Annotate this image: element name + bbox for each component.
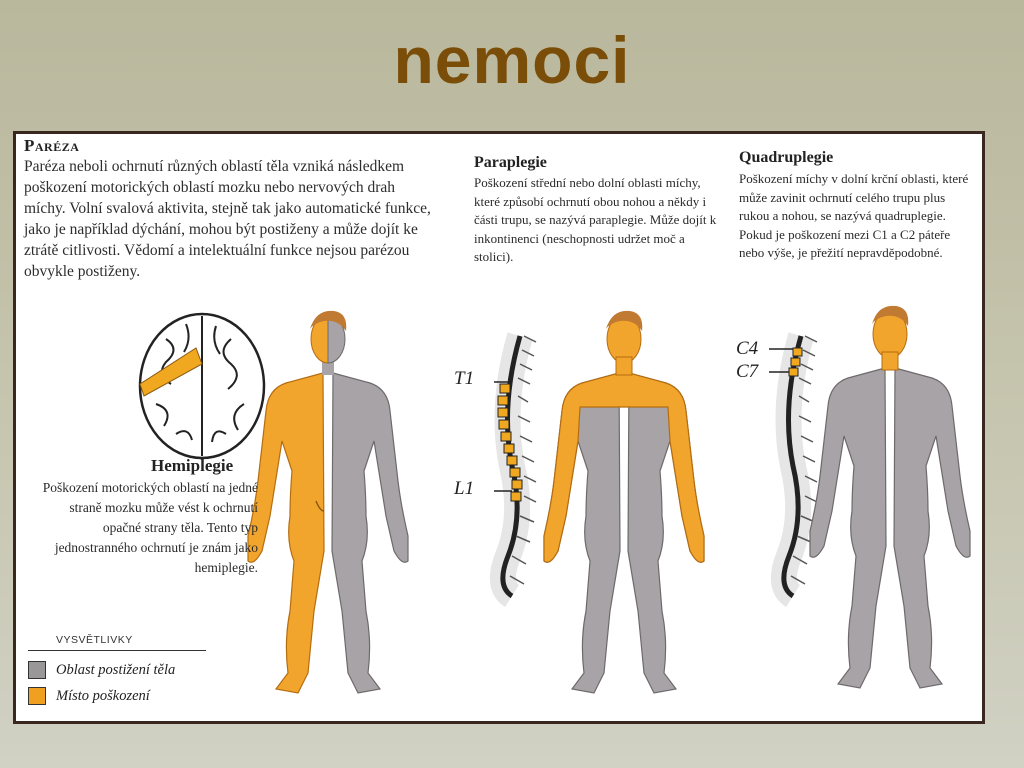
legend-swatch-damage (28, 687, 46, 705)
spine-label-c7: C7 (736, 361, 759, 382)
pareza-text: Paréza neboli ochrnutí různých oblastí těla vzniká následkem poškození motorických oblastí mozku nebo nervových drah míchy. Volní svalová aktivita, stejně tak jako automatické funkce, jako je například dýchání, mohou být postiženy a může dojít ke ztrátě citlivosti. Vědomí a intelektuální funkce nejsou parézou obvykle postiženy. (24, 158, 431, 280)
legend-label-damage: Místo poškození (56, 687, 150, 704)
paraplegia-figure (544, 311, 704, 693)
illustration-panel (13, 131, 985, 724)
spine-paraplegia (494, 336, 536, 596)
paraplegie-heading: Paraplegie (474, 154, 547, 171)
pareza-heading: Paréza (24, 136, 80, 155)
legend-label-affected: Oblast postižení těla (56, 661, 176, 678)
legend-item-affected (28, 661, 175, 679)
paraplegie-text: Poškození střední nebo dolní oblasti míchy, které způsobí ochrnutí obou nohou a někdy i části trupu, se nazývá paraplegie. Může dojít k inkontinenci (neschopnosti udržet moč a stolici). (474, 175, 717, 264)
legend-swatch-affected (28, 661, 46, 679)
hemiplegie-text: Poškození motorických oblastí na jedné straně mozku může vést k ochrnutí opačné strany těla. Tento typ jednostranného ochrnutí je znám jako hemiplegie. (42, 480, 258, 575)
slide-title: nemoci (393, 23, 631, 97)
hemiplegie-heading: Hemiplegie (151, 456, 234, 475)
spine-quadriplegia (769, 336, 817, 596)
brain-illustration (140, 314, 264, 458)
spine-label-t1: T1 (454, 368, 475, 389)
quadriplegia-figure (810, 306, 970, 688)
legend-divider (28, 650, 206, 651)
hemiplegia-figure (248, 311, 408, 693)
legend-item-damage (28, 687, 150, 705)
quadruplegie-heading: Quadruplegie (739, 149, 834, 166)
legend-title: VYSVĚTLIVKY (56, 634, 133, 646)
spine-label-c4: C4 (736, 338, 759, 359)
quadruplegie-text: Poškození míchy v dolní krční oblasti, které může zavinit ochrnutí celého trupu plus rukou a nohou, se nazývá quadruplegie. Pokud je poškození mezi C1 a C2 páteře nebo výše, je přežití nepravděpodobné. (739, 171, 969, 260)
spine-label-l1: L1 (454, 478, 475, 499)
